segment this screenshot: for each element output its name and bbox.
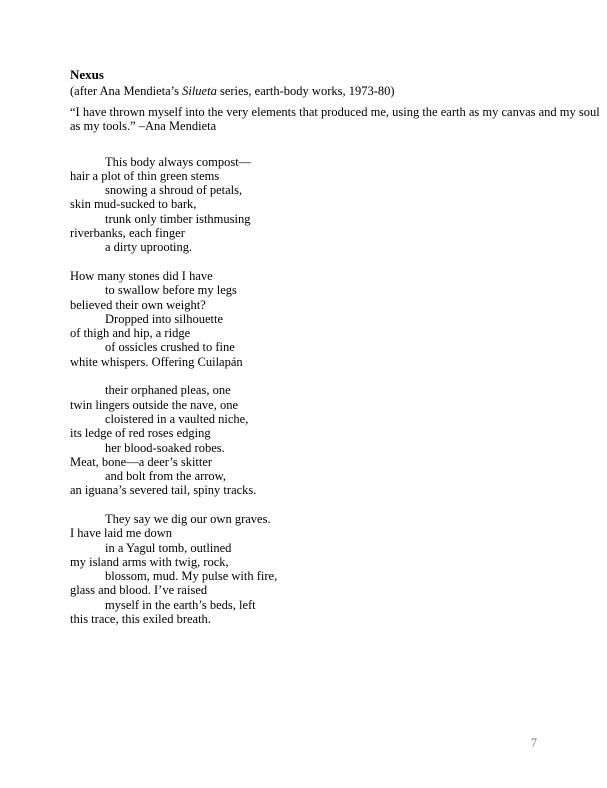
page-number: 7	[530, 736, 537, 750]
poem-body	[70, 155, 537, 627]
epigraph	[70, 104, 600, 134]
poem-line: its ledge of red roses edging	[70, 426, 211, 441]
stanza	[70, 155, 537, 255]
poem-line: believed their own weight?	[70, 297, 206, 312]
poem-line: How many stones did I have	[70, 268, 213, 283]
poem-line: cloistered in a vaulted niche,	[105, 411, 249, 426]
page-footer	[70, 736, 537, 750]
stanza	[70, 269, 537, 369]
poem-line: riverbanks, each finger	[70, 226, 185, 241]
poem-line: an iguana’s severed tail, spiny tracks.	[70, 483, 257, 498]
poem-line: Dropped into silhouette	[105, 311, 224, 326]
stanza	[70, 512, 537, 626]
poem-line: trunk only timber isthmusing	[105, 211, 251, 226]
poem-line: Meat, bone—a deer’s skitter	[70, 454, 213, 469]
poem-line: snowing a shroud of petals,	[105, 183, 243, 198]
epigraph-line: as my tools.” –Ana Mendieta	[70, 119, 217, 134]
poem-line: I have laid me down	[70, 526, 173, 541]
poem-line: myself in the earth’s beds, left	[105, 597, 256, 612]
poem-line: of thigh and hip, a ridge	[70, 326, 191, 341]
poem-line: twin lingers outside the nave, one	[70, 397, 239, 412]
dedication-suffix: series, earth-body works, 1973-80)	[216, 83, 395, 98]
dedication-series-name: Silueta	[182, 83, 217, 98]
poem-dedication	[70, 84, 537, 98]
stanza	[70, 383, 537, 497]
poem-line: glass and blood. I’ve raised	[70, 583, 208, 598]
dedication-prefix: (after Ana Mendieta’s	[70, 83, 183, 98]
poem-line: this trace, this exiled breath.	[70, 612, 211, 627]
poem-line: of ossicles crushed to fine	[105, 340, 235, 355]
poem-line: hair a plot of thin green stems	[70, 168, 220, 183]
poem-line: skin mud-sucked to bark,	[70, 197, 197, 212]
poem-line: and bolt from the arrow,	[105, 469, 227, 484]
poem-line: her blood-soaked robes.	[105, 440, 225, 455]
poem-content	[70, 67, 600, 641]
poem-line: their orphaned pleas, one	[105, 383, 231, 398]
poem-title: Nexus	[70, 67, 104, 82]
poem-line: white whispers. Offering Cuilapán	[70, 354, 243, 369]
epigraph-line: “I have thrown myself into the very elements that produced me, using the earth as my canvas and my soul	[70, 104, 600, 119]
poem-line: in a Yagul tomb, outlined	[105, 540, 232, 555]
poem-line: blossom, mud. My pulse with fire,	[105, 569, 278, 584]
poem-line: This body always compost—	[105, 154, 252, 169]
poem-line: They say we dig our own graves.	[105, 511, 271, 526]
poem-line: my island arms with twig, rock,	[70, 554, 229, 569]
poem-line: to swallow before my legs	[105, 283, 237, 298]
poem-line: a dirty uprooting.	[105, 240, 193, 255]
